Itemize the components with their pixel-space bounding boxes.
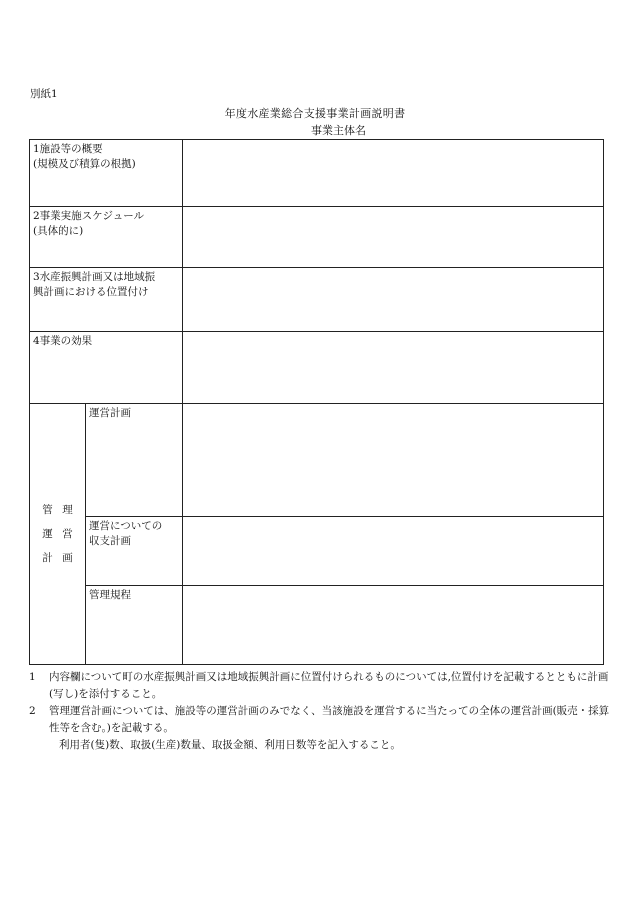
document-title: 年度水産業総合支援事業計画説明書 bbox=[224, 107, 406, 120]
sub-label-operation-plan: 運営計画 bbox=[86, 404, 183, 517]
note-item: 2 管理運営計画については、施設等の運営計画のみでなく、当該施設を運営するに当たっての全体の運営計画(販売・採算性等を含む。)を記載する。 bbox=[29, 705, 610, 734]
row-content-effect[interactable] bbox=[183, 332, 604, 404]
row-label-effect: 4事業の効果 bbox=[30, 332, 183, 404]
row-label-positioning: 3水産振興計画又は地域振 興計画における位置付け bbox=[30, 268, 183, 332]
form-row-budget bbox=[30, 517, 604, 586]
notes-section bbox=[29, 669, 614, 754]
annex-label: 別紙1 bbox=[30, 88, 58, 100]
form-row-facility bbox=[30, 140, 604, 207]
form-row-effect bbox=[30, 332, 604, 404]
note-item: 利用者(隻)数、取扱(生産)数量、取扱金額、利用日数等を記入すること。 bbox=[59, 739, 401, 751]
sub-label-budget: 運営についての 収支計画 bbox=[86, 517, 183, 586]
form-row-positioning bbox=[30, 268, 604, 332]
form-row-regulations bbox=[30, 586, 604, 665]
row-content-positioning[interactable] bbox=[183, 268, 604, 332]
sub-label-regulations: 管理規程 bbox=[86, 586, 183, 665]
row-content-facility[interactable] bbox=[183, 140, 604, 207]
row-content-schedule[interactable] bbox=[183, 207, 604, 268]
entity-name-label: 事業主体名 bbox=[311, 124, 366, 137]
plan-form-table bbox=[29, 139, 604, 665]
row-label-schedule: 2事業実施スケジュール (具体的に) bbox=[30, 207, 183, 268]
note-item: 1 内容欄について町の水産振興計画又は地域振興計画に位置付けられるものについては,位置付けを記載するとともに計画(写し)を添付すること。 bbox=[29, 671, 609, 700]
row-label-facility: 1施設等の概要 (規模及び積算の根拠) bbox=[30, 140, 183, 207]
row-content-operation-plan[interactable] bbox=[183, 404, 604, 517]
mgmt-plan-vertical-label: 管 理 運 営 計 画 bbox=[30, 404, 86, 665]
row-content-regulations[interactable] bbox=[183, 586, 604, 665]
form-row-operation-plan bbox=[30, 404, 604, 517]
row-content-budget[interactable] bbox=[183, 517, 604, 586]
form-row-schedule bbox=[30, 207, 604, 268]
